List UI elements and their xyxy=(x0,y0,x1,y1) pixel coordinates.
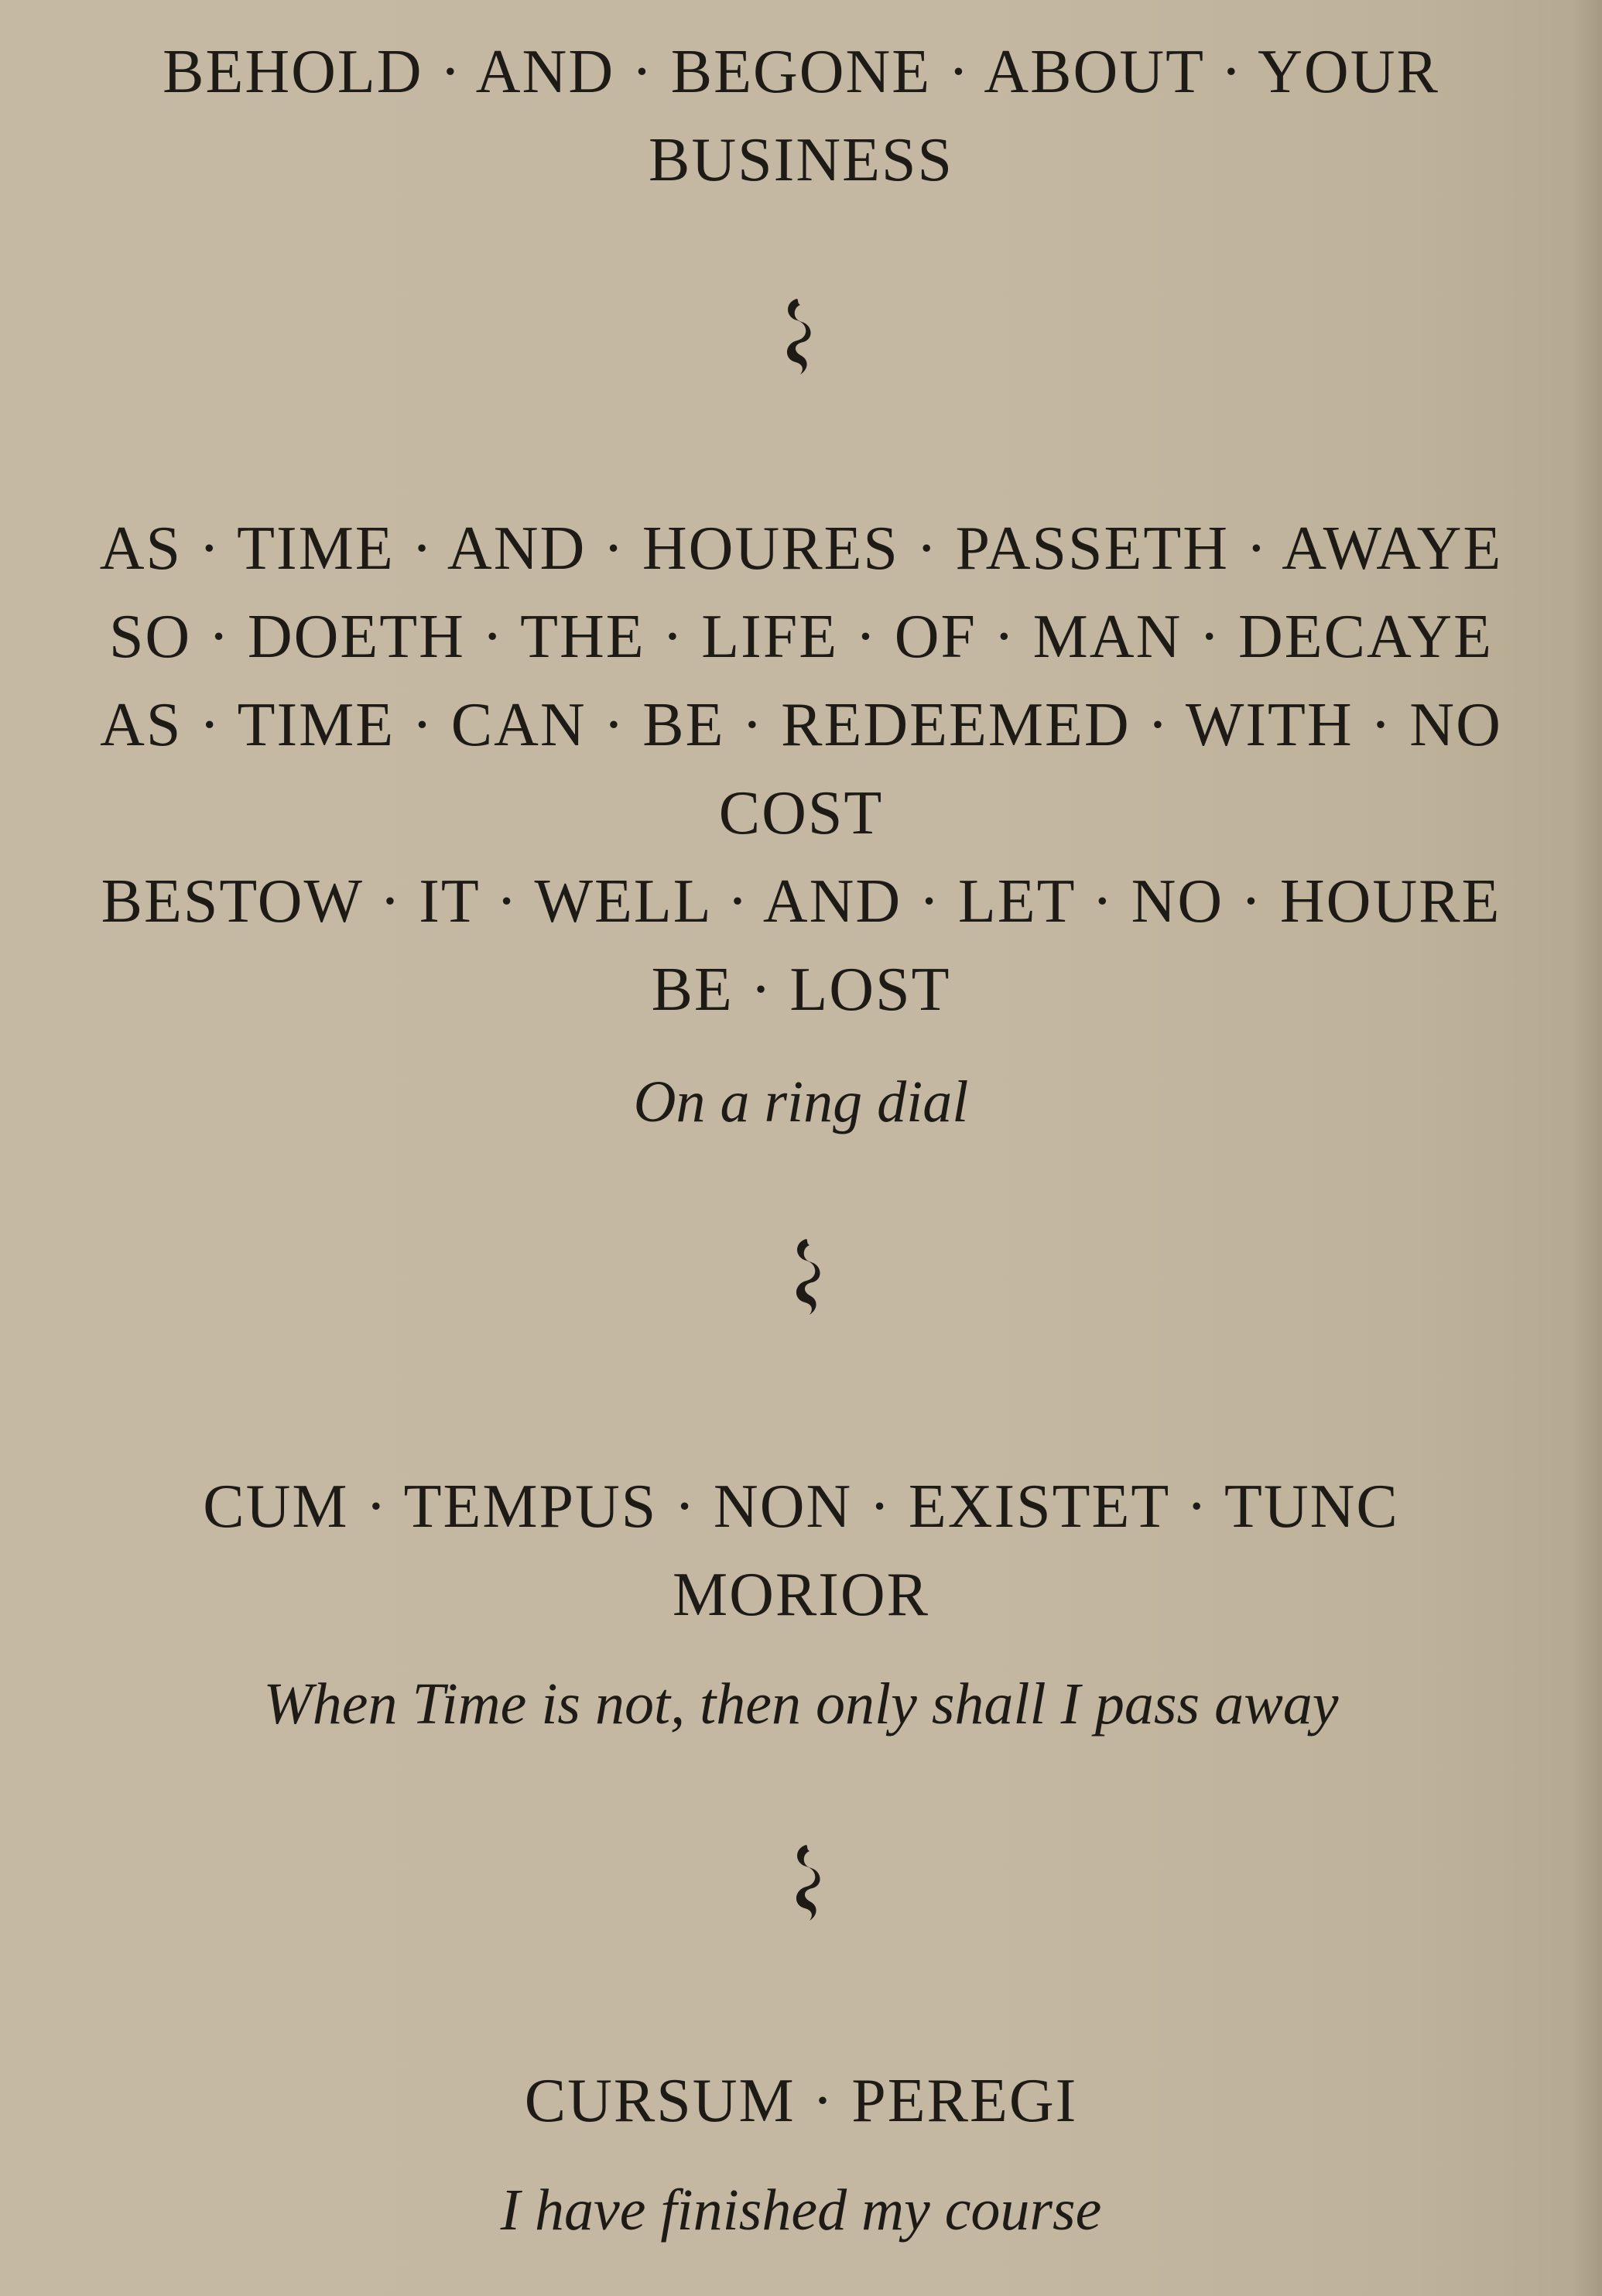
motto-2-line-5: BESTOW · IT · WELL · AND · LET · NO · HOURE xyxy=(101,867,1501,936)
motto-2 xyxy=(0,505,1602,1034)
motto-2-line-3: AS · TIME · CAN · BE · REDEEMED · WITH · NO xyxy=(100,691,1502,759)
motto-4 xyxy=(0,2057,1602,2145)
motto-2-line-2: SO · DOETH · THE · LIFE · OF · MAN · DECAYE xyxy=(108,603,1494,671)
motto-2-line-1: AS · TIME · AND · HOURES · PASSETH · AWAYE xyxy=(99,515,1503,583)
motto-3 xyxy=(0,1463,1602,1639)
page-edge-shadow xyxy=(1571,0,1602,2296)
motto-1 xyxy=(0,28,1602,204)
motto-3-translation: When Time is not, then only shall I pass away xyxy=(263,1672,1339,1737)
motto-3-line-1: CUM · TEMPUS · NON · EXISTET · TUNC xyxy=(203,1473,1399,1541)
motto-2-line-6: BE · LOST xyxy=(651,956,951,1024)
motto-3-line-2: MORIOR xyxy=(672,1561,930,1629)
motto-4-line-1: CURSUM · PEREGI xyxy=(524,2067,1078,2135)
motto-1-line-1: BEHOLD · AND · BEGONE · ABOUT · YOUR xyxy=(163,38,1439,106)
fleuron-icon xyxy=(783,1234,830,1319)
fleuron-icon xyxy=(783,1840,830,1925)
fleuron-icon xyxy=(774,294,820,379)
motto-1-line-2: BUSINESS xyxy=(649,126,953,194)
motto-2-line-4: COST xyxy=(718,779,884,847)
motto-4-translation: I have finished my course xyxy=(500,2178,1102,2243)
motto-2-caption: On a ring dial xyxy=(633,1069,969,1134)
